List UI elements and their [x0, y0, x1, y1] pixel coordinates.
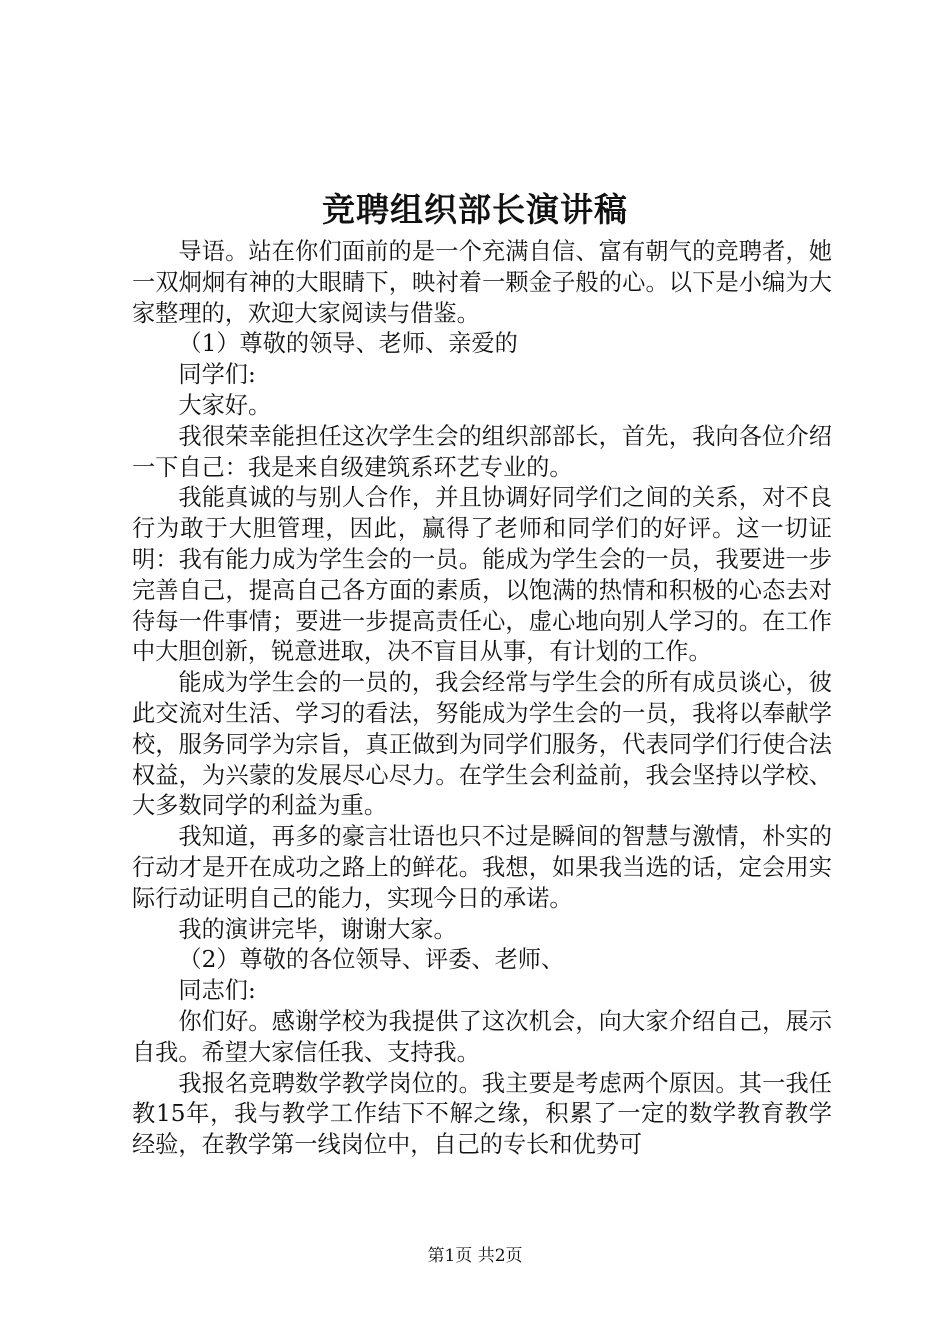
paragraph-self-intro: 我很荣幸能担任这次学生会的组织部部长，首先，我向各位介绍一下自己：我是来自级建筑系环艺专业的。	[132, 422, 832, 481]
paragraph-intro: 导语。站在你们面前的是一个充满自信、富有朝气的竞聘者，她一双炯炯有神的大眼睛下，映衬着一颗金子般的心。以下是小编为大家整理的，欢迎大家阅读与借鉴。	[132, 238, 832, 327]
paragraph-cooperation: 我能真诚的与别人合作，并且协调好同学们之间的关系，对不良行为敢于大胆管理，因此，赢得了老师和同学们的好评。这一切证明：我有能力成为学生会的一员。能成为学生会的一员，我要进一步完善自己，提高自己各方面的素质，以饱满的热情和积极的心态去对待每一件事情；要进一步提高责任心，虚心地向别人学习的。在工作中大胆创新，锐意进取，决不盲目从事，有计划的工作。	[132, 484, 832, 666]
paragraph-promise: 我知道，再多的豪言壮语也只不过是瞬间的智慧与激情，朴实的行动才是开在成功之路上的鲜花。我想，如果我当选的话，定会用实际行动证明自己的能力，实现今日的承诺。	[132, 823, 832, 912]
paragraph-closing-1: 我的演讲完毕，谢谢大家。	[178, 915, 457, 943]
document-title: 竞聘组织部长演讲稿	[322, 190, 628, 229]
page-number-footer: 第1页 共2页	[427, 1246, 523, 1266]
paragraph-salutation-1: （1）尊敬的领导、老师、亲爱的	[178, 330, 518, 358]
document-body	[132, 237, 832, 1161]
paragraph-salutation-2: （2）尊敬的各位领导、评委、老师、	[178, 946, 565, 974]
paragraph-member: 能成为学生会的一员的，我会经常与学生会的所有成员谈心，彼此交流对生活、学习的看法，努能成为学生会的一员，我将以奉献学校，服务同学为宗旨，真正做到为同学们服务，代表同学们行使合法权益，为兴蒙的发展尽心尽力。在学生会利益前，我会坚持以学校、大多数同学的利益为重。	[132, 669, 832, 820]
paragraph-addressee-1: 同学们:	[178, 361, 256, 389]
paragraph-greeting-2: 你们好。感谢学校为我提供了这次机会，向大家介绍自己，展示自我。希望大家信任我、支持我。	[132, 1007, 832, 1066]
paragraph-reasons: 我报名竞聘数学教学岗位的。我主要是考虑两个原因。其一我任教15年，我与教学工作结下不解之缘，积累了一定的数学教育教学经验，在教学第一线岗位中，自己的专长和优势可	[132, 1069, 832, 1159]
paragraph-greeting-1: 大家好。	[178, 391, 272, 419]
paragraph-addressee-2: 同志们:	[178, 977, 256, 1005]
